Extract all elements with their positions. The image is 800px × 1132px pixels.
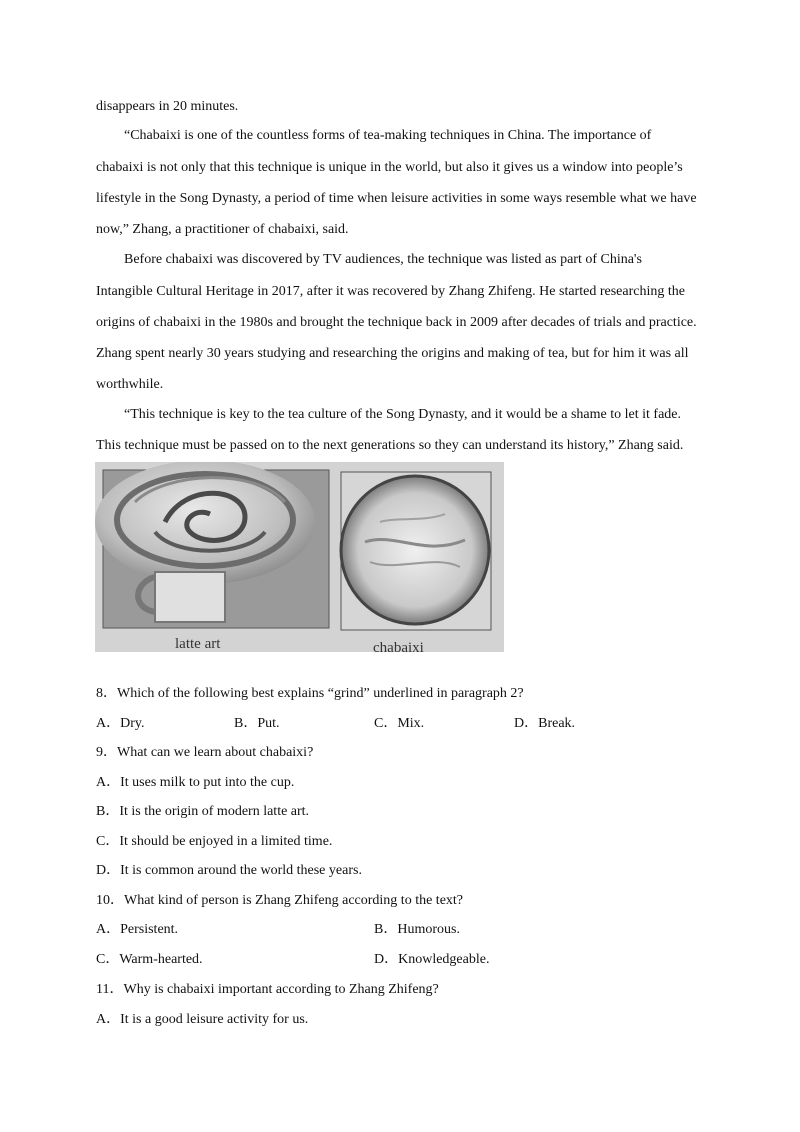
q9-option-d[interactable]: D．It is common around the world these years. (96, 863, 362, 878)
passage-line: worthwhile. (96, 377, 164, 392)
q8-option-b[interactable]: B．Put. (234, 716, 280, 731)
q8-option-a[interactable]: A．Dry. (96, 716, 145, 731)
passage-line: “This technique is key to the tea culture of the Song Dynasty, and it would be a shame to let it fade. (124, 407, 681, 422)
passage-line: now,” Zhang, a practitioner of chabaixi, said. (96, 222, 349, 237)
figure-photo (95, 462, 504, 652)
passage-line: origins of chabaixi in the 1980s and brought the technique back in 2009 after decades of trials and practice. (96, 315, 697, 330)
q10-option-a[interactable]: A．Persistent. (96, 922, 179, 937)
q10-option-d[interactable]: D．Knowledgeable. (374, 952, 490, 967)
chabaixi-image (341, 472, 491, 630)
q9-option-c[interactable]: C．It should be enjoyed in a limited time. (96, 834, 333, 849)
q9-option-a[interactable]: A．It uses milk to put into the cup. (96, 775, 295, 790)
latte-art-caption: latte art (175, 636, 221, 652)
question-9-stem: 9．What can we learn about chabaixi? (96, 745, 314, 760)
passage-line: Before chabaixi was discovered by TV audiences, the technique was listed as part of China's (124, 252, 642, 267)
q8-option-c[interactable]: C．Mix. (374, 716, 425, 731)
q11-option-a[interactable]: A．It is a good leisure activity for us. (96, 1012, 309, 1027)
latte-art-image (95, 462, 329, 628)
q10-option-b[interactable]: B．Humorous. (374, 922, 460, 937)
passage-line: Intangible Cultural Heritage in 2017, after it was recovered by Zhang Zhifeng. He started researching the (96, 284, 685, 299)
figure-latte-vs-chabaixi (95, 462, 504, 652)
question-8-stem: 8．Which of the following best explains “grind” underlined in paragraph 2? (96, 686, 524, 701)
question-11-stem: 11．Why is chabaixi important according to Zhang Zhifeng? (96, 982, 439, 997)
question-10-stem: 10．What kind of person is Zhang Zhifeng according to the text? (96, 893, 464, 908)
passage-line: Zhang spent nearly 30 years studying and researching the origins and making of tea, but for him it was all (96, 346, 689, 361)
q9-option-b[interactable]: B．It is the origin of modern latte art. (96, 804, 310, 819)
q10-option-c[interactable]: C．Warm-hearted. (96, 952, 203, 967)
chabaixi-caption: chabaixi (373, 640, 424, 652)
passage-line: This technique must be passed on to the next generations so they can understand its history,” Zhang said. (96, 438, 684, 453)
passage-line: chabaixi is not only that this technique is unique in the world, but also it gives us a window into people’s (96, 160, 683, 175)
q8-option-d[interactable]: D．Break. (514, 716, 576, 731)
passage-line: disappears in 20 minutes. (96, 99, 239, 114)
passage-line: “Chabaixi is one of the countless forms of tea-making techniques in China. The importance of (124, 128, 652, 143)
passage-line: lifestyle in the Song Dynasty, a period of time when leisure activities in some ways resemble what we have (96, 191, 697, 206)
